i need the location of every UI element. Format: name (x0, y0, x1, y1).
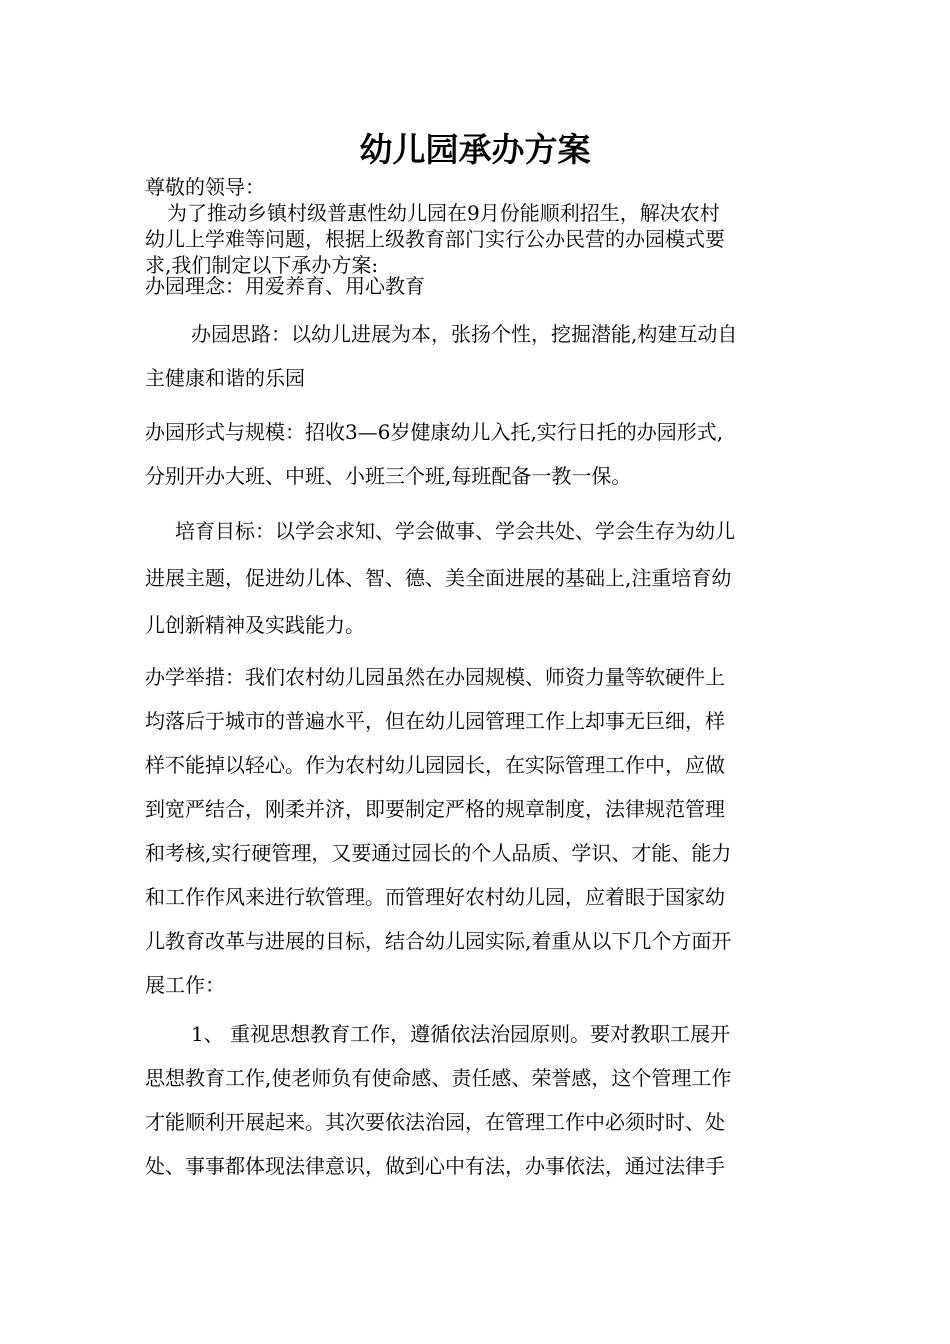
goal-line: 培育目标：以学会求知、学会做事、学会共处、学会生存为幼儿 (175, 519, 735, 543)
intro-line: 幼儿上学难等问题，根据上级教育部门实行公办民营的办园模式要 (145, 227, 725, 251)
measures-line: 到宽严结合，刚柔并济，即要制定严格的规章制度，法律规范管理 (145, 797, 725, 821)
intro-line: 为了推动乡镇村级普惠性幼儿园在9月份能顺利招生，解决农村 (167, 201, 720, 225)
intro-line: 求,我们制定以下承办方案: (145, 253, 379, 277)
item1-line: 1、 重视思想教育工作，遵循依法治园原则。要对教职工展开 (191, 1022, 731, 1046)
document-title: 幼儿园承办方案 (359, 130, 591, 169)
measures-line: 展工作： (145, 973, 225, 997)
measures-line: 办学举措：我们农村幼儿园虽然在办园规模、师资力量等软硬件上 (145, 665, 725, 689)
measures-line: 和考核,实行硬管理，又要通过园长的个人品质、学识、才能、能力 (145, 841, 732, 865)
item1-paragraph (145, 1012, 810, 1188)
approach-paragraph (145, 312, 810, 400)
item1-line: 思想教育工作,使老师负有使命感、责任感、荣誉感，这个管理工作 (145, 1066, 732, 1090)
scale-line: 分别开办大班、中班、小班三个班,每班配备一教一保。 (145, 464, 632, 488)
measures-line: 和工作作风来进行软管理。而管理好农村幼儿园，应着眼于国家幼 (145, 885, 725, 909)
intro-paragraph (145, 200, 810, 278)
measures-line: 儿教育改革与进展的目标，结合幼儿园实际,着重从以下几个方面开 (145, 929, 732, 953)
scale-line: 办园形式与规模：招收3—6岁健康幼儿入托,实行日托的办园形式, (145, 420, 724, 444)
salutation (145, 174, 810, 200)
goal-line: 儿创新精神及实践能力。 (145, 613, 365, 637)
scale-paragraph (145, 410, 810, 498)
goal-paragraph (145, 508, 810, 649)
measures-line: 均落后于城市的普遍水平，但在幼儿园管理工作上却事无巨细，样 (145, 709, 725, 733)
philosophy-line: 办园理念：用爱养育、用心教育 (145, 274, 425, 298)
approach-line: 主健康和谐的乐园 (145, 366, 305, 390)
measures-line: 样不能掉以轻心。作为农村幼儿园园长，在实际管理工作中，应做 (145, 753, 725, 777)
measures-paragraph (145, 655, 810, 1007)
item1-line: 处、事事都体现法律意识，做到心中有法，办事依法，通过法律手 (145, 1154, 725, 1178)
item1-line: 才能顺利开展起来。其次要依法治园，在管理工作中必须时时、处 (145, 1110, 725, 1134)
philosophy-paragraph (145, 273, 810, 299)
approach-line: 办园思路：以幼儿进展为本，张扬个性，挖掘潜能,构建互动自 (191, 322, 738, 346)
salutation-line: 尊敬的领导： (145, 175, 265, 199)
goal-line: 进展主题，促进幼儿体、智、德、美全面进展的基础上,注重培育幼 (145, 566, 732, 590)
